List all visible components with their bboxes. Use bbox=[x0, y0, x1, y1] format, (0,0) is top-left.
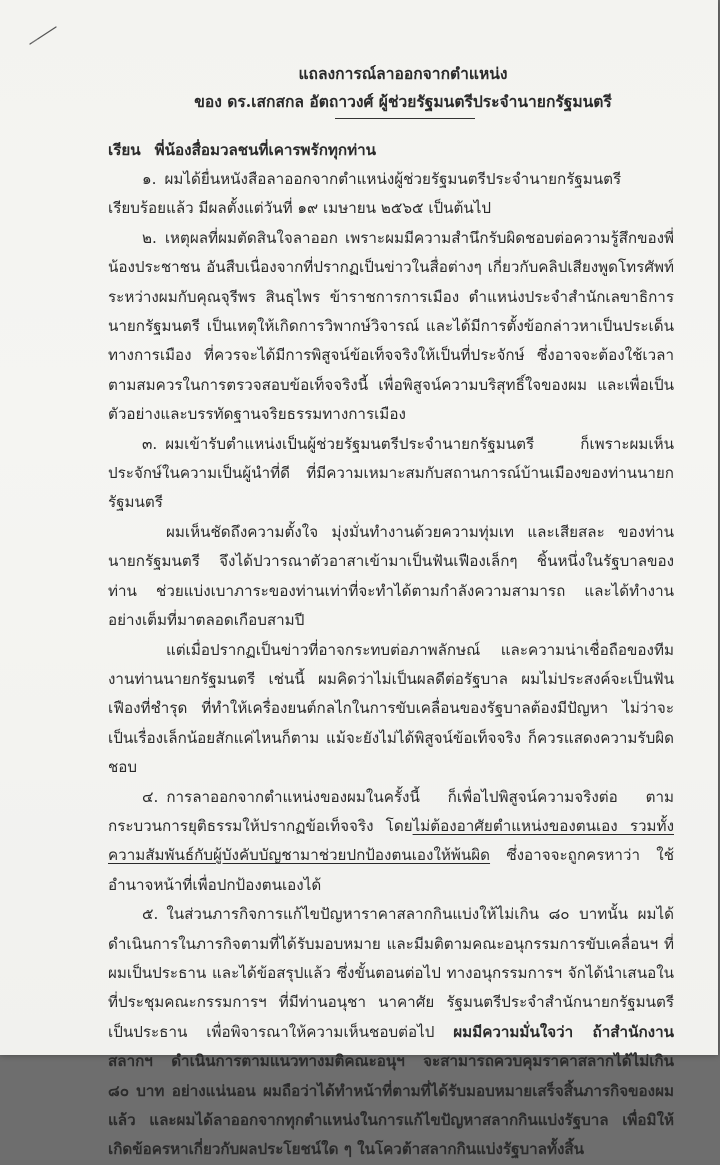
paragraph-number: ๑. bbox=[142, 170, 157, 188]
paragraph-text: ผมเข้ารับตำแหน่งเป็นผู้ช่วยรัฐมนตรีประจำนายกรัฐมนตรี ก็เพราะผมเห็นประจักษ์ในความเป็นผู้นำที่ดี ที่มีความเหมาะสมกับสถานการณ์บ้านเมืองของท่านนายกรัฐมนตรี bbox=[108, 434, 674, 512]
paragraph-number: ๒. bbox=[142, 228, 157, 247]
statement-document bbox=[108, 60, 674, 1165]
pen-stroke-mark bbox=[28, 24, 58, 46]
paragraph-number: ๕. bbox=[142, 905, 159, 924]
paragraph-text: ในส่วนภารกิจการแก้ไขปัญหาราคาสลากกินแบ่งให้ไม่เกิน ๘๐ บาทนั้น ผมได้ดำเนินการในภารกิจตามที่ได้รับมอบหมาย และมีมติตามคณะอนุกรรมการขับเคลื่อนฯ ที่ผมเป็นประธาน และได้ข้อสรุปแล้ว ซึ่งขั้นตอนต่อไป ทางอนุกรรมการฯ จักได้นำเสนอในที่ประชุมคณะกรรมการฯ ที่มีท่านอนุชา นาคาศัย รัฐมนตรีประจำสำนักนายกรัฐมนตรี เป็นประธาน เพื่อพิจารณาให้ความเห็นชอบต่อไป bbox=[108, 905, 674, 1041]
paragraph-4 bbox=[108, 783, 674, 901]
paragraph-text: เหตุผลที่ผมตัดสินใจลาออก เพราะผมมีความสำนึกรับผิดชอบต่อความรู้สึกของพี่น้องประชาชน อันสืบเนื่องจากที่ปรากฏเป็นข่าวในสื่อต่างๆ เกี่ยวกับคลิปเสียงพูดโทรศัพท์ ระหว่างผมกับคุณจุรีพร สินธุไพร ข้าราชการการเมือง ตำแหน่งประจำสำนักเลขาธิการนายกรัฐมนตรี เป็นเหตุให้เกิดการวิพากษ์วิจารณ์ และได้มีการตั้งข้อกล่าวหาเป็นประเด็นทางการเมือง ที่ควรจะได้มีการพิสูจน์ข้อเท็จจริงให้เป็นที่ประจักษ์ ซึ่งอาจจะต้องใช้เวลาตามสมควรในการตรวจสอบข้อเท็จจริงนี้ เพื่อพิสูจน์ความบริสุทธิ์ใจของผม และเพื่อเป็นตัวอย่างและบรรทัดฐานจริยธรรมทางการเมือง bbox=[108, 228, 674, 424]
paragraph-5 bbox=[108, 900, 674, 1165]
paragraph-text-end: ซึ่งอาจจะถูกครหาว่า ใช้อำนาจหน้าที่เพื่อปกป้องตนเองได้ bbox=[108, 846, 674, 894]
paragraph-text: การลาออกจากตำแหน่งของผมในครั้งนี้ ก็เพื่อไปพิสูจน์ความจริงต่อ ตามกระบวนการยุติธรรมให้ปรากฏข้อเท็จจริง โดย bbox=[108, 787, 674, 835]
paragraph-text: ผมได้ยื่นหนังสือลาออกจากตำแหน่งผู้ช่วยรัฐมนตรีประจำนายกรัฐมนตรีเรียบร้อยแล้ว มีผลตั้งแต่วันที่ ๑๙ เมษายน ๒๕๖๕ เป็นต้นไป bbox=[108, 170, 622, 218]
paragraph-text: แต่เมื่อปรากฏเป็นข่าวที่อาจกระทบต่อภาพลักษณ์ และความน่าเชื่อถือของทีมงานท่านนายกรัฐมนตรี เช่นนี้ ผมคิดว่าไม่เป็นผลดีต่อรัฐบาล ผมไม่ประสงค์จะเป็นฟันเฟืองที่ชำรุด ที่ทำให้เครื่องยนต์กลไกในการขับเคลื่อนของรัฐบาลต้องมีปัญหา ไม่ว่าจะเป็นเรื่องเล็กน้อยสักแค่ไหนก็ตาม แม้จะยังไม่ได้พิสูจน์ข้อเท็จจริง ก็ควรแสดงความรับผิดชอบ bbox=[108, 640, 674, 777]
salutation-text: พี่น้องสื่อมวลชนที่เคารพรักทุกท่าน bbox=[154, 141, 377, 159]
paragraph-3b bbox=[108, 518, 674, 636]
paragraph-3c bbox=[108, 636, 674, 783]
statement-title: แถลงการณ์ลาออกจากตำแหน่ง bbox=[298, 64, 508, 83]
paragraph-number: ๓. bbox=[142, 434, 158, 453]
statement-subtitle: ของ ดร.เสกสกล อัตถาวงศ์ ผู้ช่วยรัฐมนตรีประจำนายกรัฐมนตรี bbox=[194, 92, 612, 111]
salutation bbox=[108, 135, 674, 165]
paragraph-text: ผมเห็นชัดถึงความตั้งใจ มุ่งมั่นทำงานด้วยความทุ่มเท และเสียสละ ของท่านนายกรัฐมนตรี จึงได้ปวารณาตัวอาสาเข้ามาเป็นฟันเฟืองเล็กๆ ชิ้นหนึ่งในรัฐบาลของท่าน ช่วยแบ่งเบาภาระของท่านเท่าที่จะทำได้ตามกำลังความสามารถ และได้ทำงานอย่างเต็มที่มาตลอดเกือบสามปี bbox=[108, 522, 674, 630]
salutation-label: เรียน bbox=[108, 141, 141, 159]
paragraph-number: ๔. bbox=[142, 787, 159, 806]
underlined-text: ไม่ต้องอาศัยตำแหน่งของตนเอง รวมทั้งความสัมพันธ์กับผู้บังคับบัญชามาช่วยปกป้องตนเองให้พ้นผิด bbox=[108, 816, 674, 865]
bold-text: ผมมีความมั่นใจว่า ถ้าสำนักงานสลากฯ ดำเนินการตามแนวทางมติคณะอนุฯ จะสามารถควบคุมราคาสลากได้ไม่เกิน ๘๐ บาท อย่างแน่นอน ผมถือว่าได้ทำหน้าที่ตามที่ได้รับมอบหมายเสร็จสิ้นภารกิจของผมแล้ว และผมได้ลาออกจากทุกตำแหน่งในการแก้ไขปัญหาสลากกินแบ่งรัฐบาล เพื่อมิให้เกิดข้อครหาเกี่ยวกับผลประโยชน์ใด ๆ ในโควต้าสลากกินแบ่งรัฐบาลทั้งสิ้น bbox=[108, 1022, 674, 1159]
paragraph-3 bbox=[108, 430, 674, 518]
title-underline-rule bbox=[335, 110, 475, 119]
paragraph-1 bbox=[108, 165, 674, 224]
paragraph-2 bbox=[108, 224, 674, 430]
